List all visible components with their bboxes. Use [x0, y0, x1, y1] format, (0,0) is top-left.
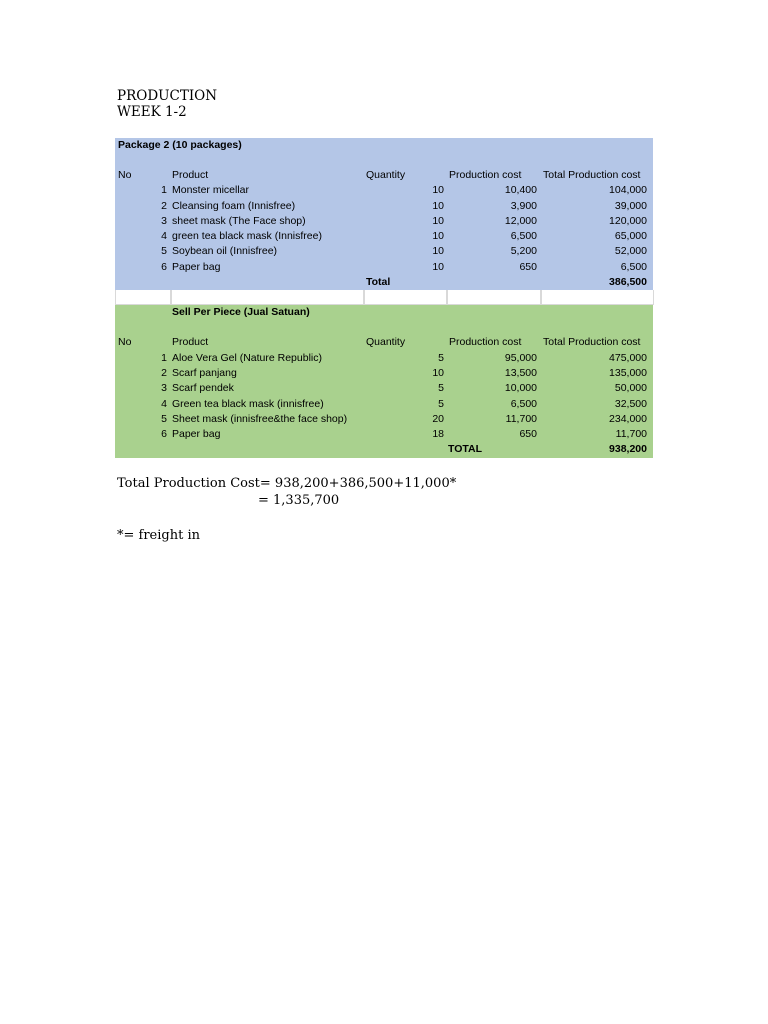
product-name: Scarf pendek [172, 382, 234, 395]
quantity-cell: 10 [432, 260, 444, 273]
total-cost-cell: 39,000 [614, 199, 647, 212]
table-row [115, 229, 653, 244]
table-row [115, 412, 653, 427]
piece-table-total-row [115, 442, 653, 457]
total-cost-cell: 50,000 [614, 382, 647, 395]
package-table-title: Package 2 (10 packages) [118, 139, 242, 151]
row-number: 6 [161, 260, 167, 273]
row-number: 2 [161, 366, 167, 379]
table-row [115, 244, 653, 259]
quantity-cell: 10 [432, 245, 444, 258]
quantity-cell: 18 [432, 428, 444, 441]
production-cost-cell: 6,500 [510, 397, 537, 410]
total-cost-cell: 11,700 [615, 428, 647, 441]
package-table [115, 138, 653, 290]
table-row [115, 366, 653, 381]
total-cost-cell: 135,000 [609, 366, 647, 379]
summary-footnote: *= freight in [117, 528, 200, 543]
quantity-cell: 5 [438, 397, 444, 410]
production-cost-cell: 650 [519, 260, 537, 273]
production-cost-cell: 3,900 [510, 199, 537, 212]
production-cost-cell: 11,700 [505, 412, 537, 425]
package-total-value: 386,500 [609, 276, 647, 289]
production-cost-cell: 650 [519, 428, 537, 441]
quantity-cell: 10 [432, 184, 444, 197]
spacer-row [115, 290, 653, 305]
total-cost-cell: 65,000 [614, 230, 647, 243]
quantity-cell: 10 [432, 214, 444, 227]
table-row [115, 427, 653, 442]
package-table-total-row [115, 275, 653, 290]
product-name: Cleansing foam (Innisfree) [172, 199, 296, 212]
spreadsheet [115, 138, 653, 458]
row-number: 3 [161, 214, 167, 227]
heading-production: PRODUCTION [117, 88, 218, 104]
production-cost-cell: 6,500 [510, 230, 537, 243]
product-name: Green tea black mask (innisfree) [172, 397, 324, 410]
quantity-cell: 10 [432, 366, 444, 379]
table-row [115, 351, 653, 366]
production-cost-cell: 5,200 [510, 245, 537, 258]
piece-total-label: TOTAL [448, 443, 483, 456]
total-cost-cell: 475,000 [609, 351, 647, 364]
heading-week: WEEK 1-2 [117, 104, 187, 120]
summary-formula: Total Production Cost= 938,200+386,500+11,000* [117, 476, 457, 491]
row-number: 1 [161, 351, 167, 364]
total-cost-cell: 32,500 [614, 397, 647, 410]
production-cost-cell: 10,000 [504, 382, 537, 395]
package-total-label: Total [366, 276, 391, 289]
row-number: 4 [161, 397, 167, 410]
row-number: 2 [161, 199, 167, 212]
total-cost-cell: 120,000 [609, 214, 647, 227]
quantity-cell: 5 [438, 382, 444, 395]
total-cost-cell: 104,000 [609, 184, 647, 197]
row-number: 1 [161, 184, 167, 197]
product-name: Scarf panjang [172, 366, 237, 379]
row-number: 5 [161, 412, 167, 425]
row-number: 5 [161, 245, 167, 258]
quantity-cell: 5 [438, 351, 444, 364]
product-name: Paper bag [172, 260, 221, 273]
table-row [115, 381, 653, 396]
total-cost-cell: 6,500 [620, 260, 647, 273]
product-name: sheet mask (The Face shop) [172, 214, 306, 227]
summary-result: = 1,335,700 [258, 493, 340, 508]
row-number: 4 [161, 230, 167, 243]
row-number: 3 [161, 382, 167, 395]
production-cost-cell: 95,000 [504, 351, 537, 364]
table-row [115, 260, 653, 275]
product-name: Aloe Vera Gel (Nature Republic) [172, 351, 322, 364]
product-name: Monster micellar [172, 184, 250, 197]
table-row [115, 397, 653, 412]
piece-total-value: 938,200 [609, 443, 647, 456]
quantity-cell: 10 [432, 199, 444, 212]
production-cost-cell: 13,500 [504, 366, 537, 379]
package-table-header: No Product Quantity Production cost Total Production cost [118, 169, 641, 181]
quantity-cell: 10 [432, 230, 444, 243]
product-name: Paper bag [172, 428, 221, 441]
table-row [115, 199, 653, 214]
table-row [115, 214, 653, 229]
product-name: Sheet mask (innisfree&the face shop) [172, 412, 348, 425]
production-cost-cell: 10,400 [504, 184, 537, 197]
product-name: Soybean oil (Innisfree) [172, 245, 278, 258]
total-cost-cell: 234,000 [609, 412, 647, 425]
product-name: green tea black mask (Innisfree) [172, 230, 322, 243]
total-cost-cell: 52,000 [614, 245, 647, 258]
table-row [115, 183, 653, 198]
production-cost-cell: 12,000 [504, 214, 537, 227]
quantity-cell: 20 [432, 412, 444, 425]
piece-table-title: Sell Per Piece (Jual Satuan) [172, 306, 310, 319]
piece-table-header: No Product Quantity Production cost Total Production cost [118, 336, 641, 349]
piece-table [115, 305, 653, 457]
row-number: 6 [161, 428, 167, 441]
